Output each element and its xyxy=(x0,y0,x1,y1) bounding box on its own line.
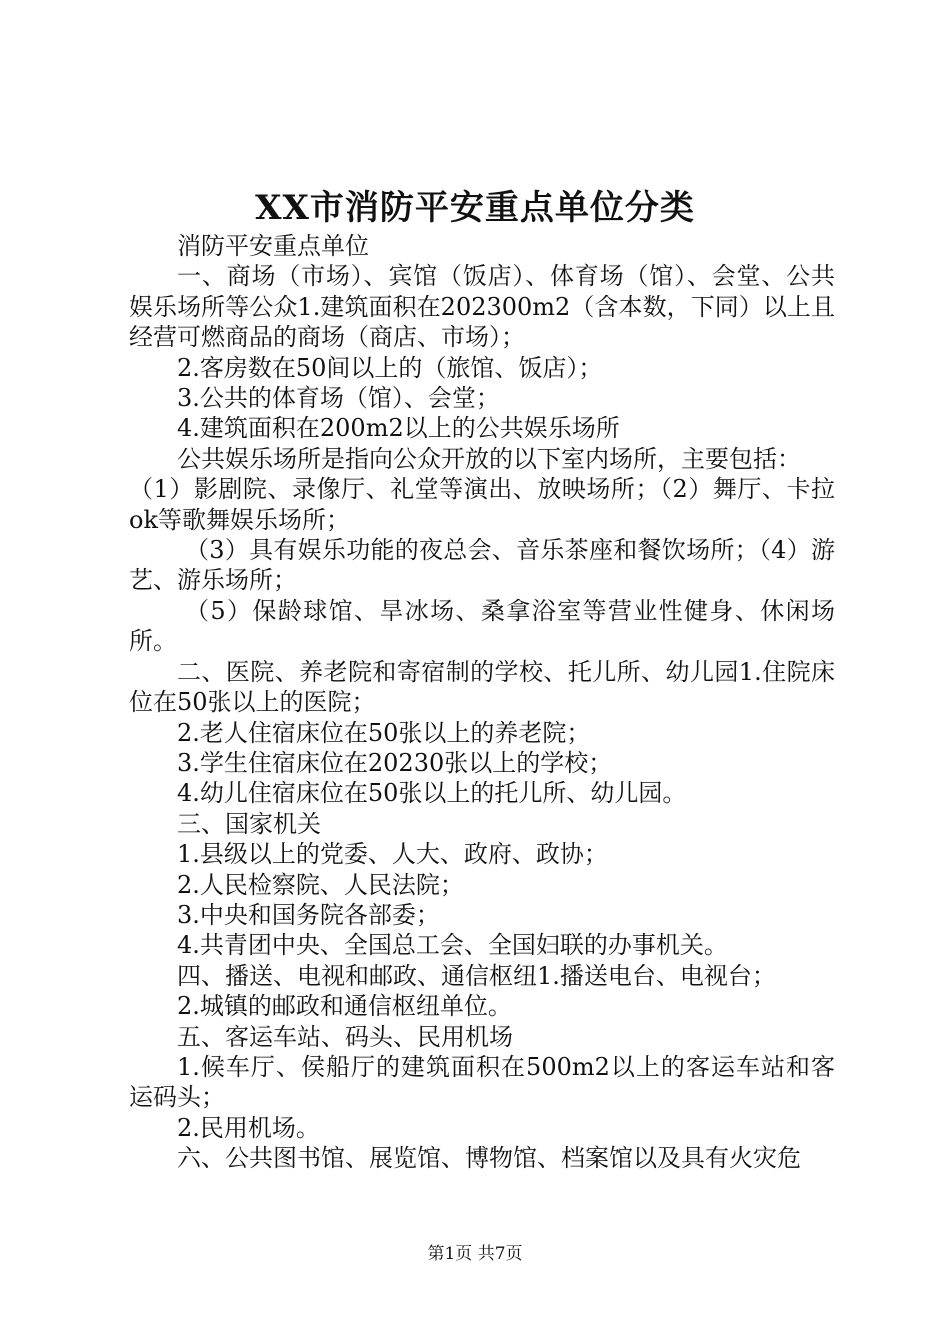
paragraph: 五、客运车站、码头、民用机场 xyxy=(177,1022,513,1051)
paragraph: 4.建筑面积在200m2以上的公共娱乐场所 xyxy=(177,414,620,443)
paragraph: 2.城镇的邮政和通信枢纽单位。 xyxy=(177,992,512,1021)
paragraph: 六、公共图书馆、展览馆、博物馆、档案馆以及具有火灾危 xyxy=(177,1144,801,1173)
page-number: 第1页 共7页 xyxy=(427,1244,523,1264)
paragraph: 4.共青团中央、全国总工会、全国妇联的办事机关。 xyxy=(177,931,728,960)
paragraph: 1.候车厅、侯船厅的建筑面积在500m2以上的客运车站和客运码头； xyxy=(129,1052,835,1112)
paragraph: 二、医院、养老院和寄宿制的学校、托儿所、幼儿园1.住院床位在50张以上的医院； xyxy=(129,657,835,717)
paragraph: 2.民用机场。 xyxy=(177,1113,320,1142)
paragraph: 一、商场（市场）、宾馆（饭店）、体育场（馆）、会堂、公共娱乐场所等公众1.建筑面积在202300m2（含本数，下同）以上且经营可燃商品的商场（商店、市场）； xyxy=(129,262,835,352)
paragraph: 三、国家机关 xyxy=(177,809,321,838)
paragraph: 3.学生住宿床位在20230张以上的学校； xyxy=(177,748,613,777)
paragraph: 消防平安重点单位 xyxy=(177,232,369,260)
paragraph: 2.客房数在50间以上的（旅馆、饭店）； xyxy=(177,353,603,382)
paragraph: （3）具有娱乐功能的夜总会、音乐茶座和餐饮场所；（4）游艺、游乐场所； xyxy=(129,536,835,595)
paragraph: 4.幼儿住宿床位在50张以上的托儿所、幼儿园。 xyxy=(177,779,687,808)
paragraph: 2.人民检察院、人民法院； xyxy=(177,870,464,899)
document-body xyxy=(129,231,835,1174)
paragraph: 1.县级以上的党委、人大、政府、政协； xyxy=(177,840,608,869)
paragraph: 3.中央和国务院各部委； xyxy=(177,900,440,929)
paragraph: （1）影剧院、录像厅、礼堂等演出、放映场所；（2）舞厅、卡拉ok等歌舞娱乐场所； xyxy=(129,475,835,534)
document-title: XX市消防平安重点单位分类 xyxy=(255,188,695,228)
paragraph: （5）保龄球馆、旱冰场、桑拿浴室等营业性健身、休闲场所。 xyxy=(129,596,835,656)
paragraph: 公共娱乐场所是指向公众开放的以下室内场所，主要包括： xyxy=(177,444,801,473)
paragraph: 3.公共的体育场（馆）、会堂； xyxy=(177,384,500,413)
paragraph: 四、播送、电视和邮政、通信枢纽1.播送电台、电视台； xyxy=(177,961,776,990)
paragraph: 2.老人住宿床位在50张以上的养老院； xyxy=(177,718,591,747)
